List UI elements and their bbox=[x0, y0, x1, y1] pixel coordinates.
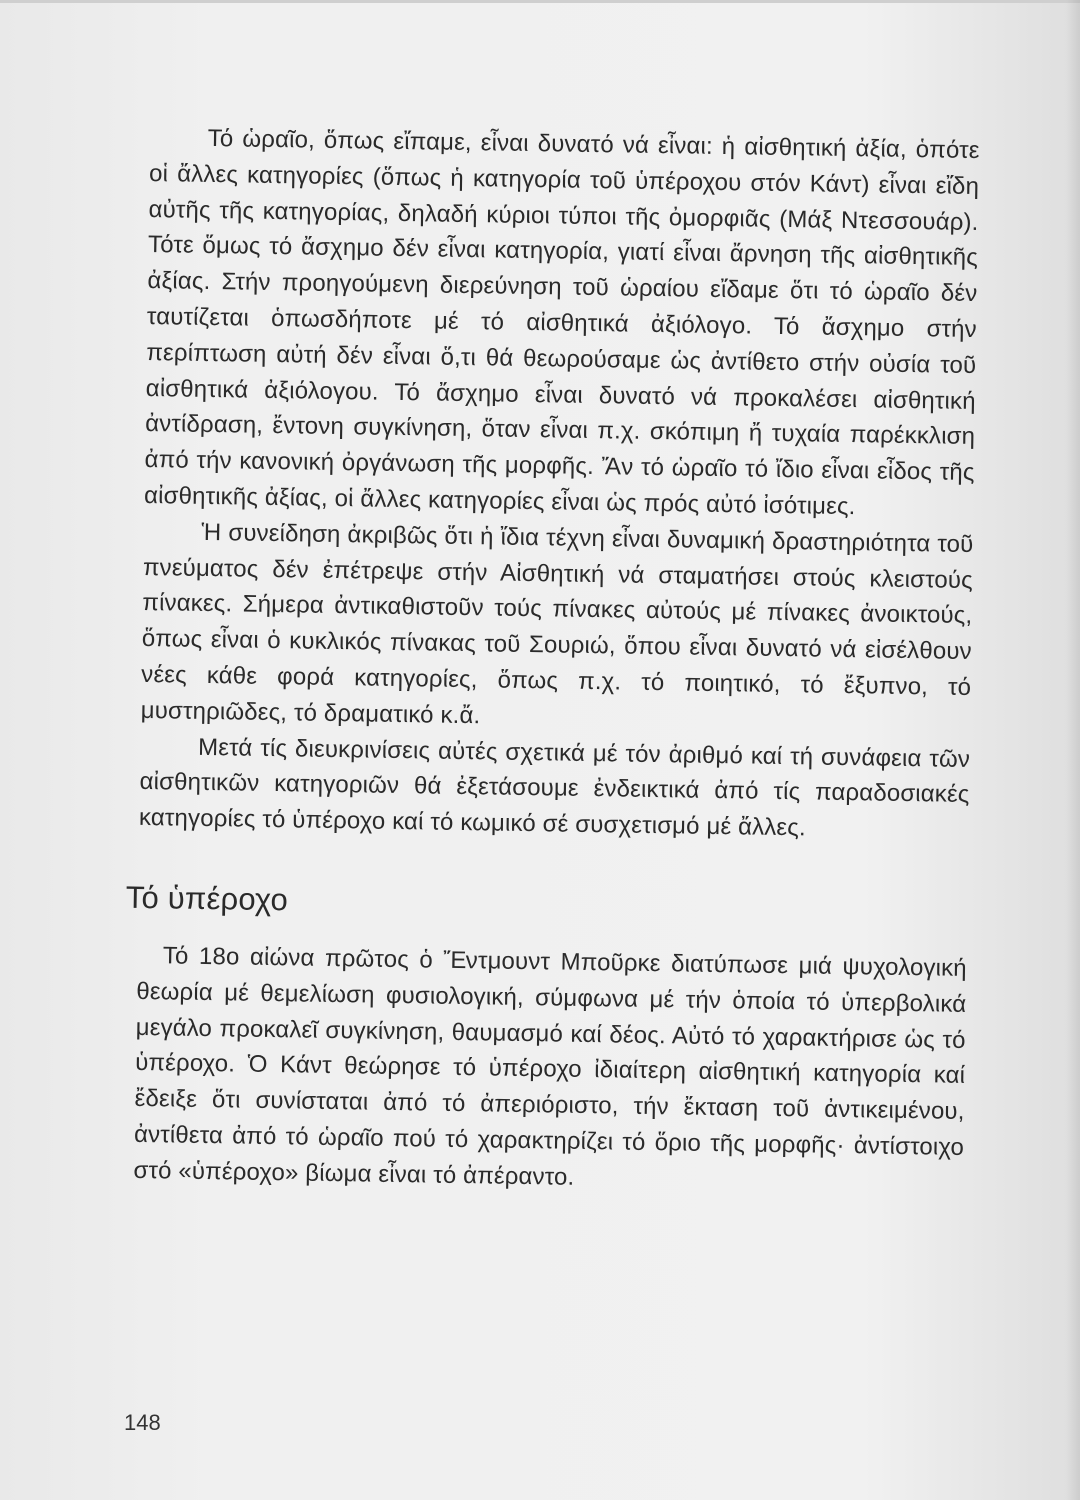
body-text bbox=[125, 120, 980, 1201]
paragraph-open-tables: Ἡ συνείδηση ἀκριβῶς ὅτι ἡ ἴδια τέχνη εἶναι δυναμική δραστηριότητα τοῦ πνεύματος δέν ἐπέτρεψε στήν Αἰσθητική νά σταματήσει στούς κλειστούς πίνακες. Σήμερα ἀντικαθιστοῦν τούς πίνακες αὐτούς μέ πίνακες ἀνοικτούς, ὅπως εἶναι ὁ κυκλικός πίνακας τοῦ Σουριώ, ὅπου εἶναι δυνατό νά εἰσέλθουν νέες κάθε φορά κατηγορίες, ὅπως π.χ. τό ποιητικό, τό ἔξυπνο, τό μυστηριῶδες, τό δραματικό κ.ἄ. bbox=[140, 518, 974, 730]
page-top-edge bbox=[0, 0, 1080, 3]
page-binding-shadow bbox=[1066, 0, 1080, 1500]
paragraph-aesthetic-value: Τό ὡραῖο, ὅπως εἴπαμε, εἶναι δυνατό νά εἶναι: ἡ αἰσθητική ἀξία, ὁπότε οἱ ἄλλες κατηγορίες (ὅπως ἡ κατηγορία τοῦ ὑπέροχου στόν Κάντ) εἶναι εἴδη αὐτῆς τῆς κατηγορίας, δηλαδή κύριοι τύποι τῆς ὀμορφιᾶς (Μάξ Ντεσσουάρ). Τότε ὅμως τό ἄσχημο δέν εἶναι κατηγορία, γιατί εἶναι ἄρνηση τῆς αἰσθητικῆς ἀξίας. Στήν προηγούμενη διερεύνηση τοῦ ὡραίου εἴδαμε ὅτι τό ὡραῖο δέν ταυτίζεται ὁπωσδήποτε μέ τό αἰσθητικά ἀξιόλογο. Τό ἄσχημο στήν περίπτωση αὐτή δέν εἶναι ὅ,τι θά θεωρούσαμε ὡς ἀντίθετο στήν οὐσία τοῦ αἰσθητικά ἀξιόλογου. Τό ἄσχημο εἶναι δυνατό νά προκαλέσει αἰσθητική ἀντίδραση, ἔντονη συγκίνηση, ὅταν εἶναι π.χ. σκόπιμη ἤ τυχαία παρέκκλιση ἀπό τήν κανονική ὀργάνωση τῆς μορφῆς. Ἄν τό ὡραῖο τό ἴδιο εἶναι εἶδος τῆς αἰσθητικῆς ἀξίας, οἱ ἄλλες κατηγορίες εἶναι ὡς πρός αὐτό ἰσότιμες. bbox=[143, 124, 980, 521]
page-number: 148 bbox=[124, 1410, 161, 1435]
section-heading: Τό ὑπέροχο bbox=[125, 879, 289, 918]
paragraph-clarifications: Μετά τίς διευκρινίσεις αὐτές σχετικά μέ τόν ἀριθμό καί τή συνάφεια τῶν αἰσθητικῶν κατηγοριῶν θά ἐξετάσουμε ἐνδεικτικά ἀπό τίς παραδοσιακές κατηγορίες τό ὑπέροχο καί τό κωμικό σέ συσχετισμό μέ ἄλλες. bbox=[138, 733, 971, 842]
paragraph-sublime: Τό 18ο αἰώνα πρῶτος ὁ Ἔντμουντ Μποῦρκε διατύπωσε μιά ψυχολογική θεωρία μέ θεμελίωση φυσιολογική, σύμφωνα μέ τήν ὁποία τό ὑπερβολικά μεγάλο προκαλεῖ συγκίνηση, θαυμασμό καί δέος. Αὐτό τό χαρακτήρισε ὡς τό ὑπέροχο. Ὁ Κάντ θεώρησε τό ὑπέροχο ἰδιαίτερη αἰσθητική κατηγορία καί ἔδειξε ὅτι συνίσταται ἀπό τό ἀπεριόριστο, τήν ἔκταση τοῦ ἀντικειμένου, ἀντίθετα ἀπό τό ὡραῖο πού τό χαρακτηρίζει τό ὅριο τῆς μορφῆς· ἀντίστοιχο στό «ὑπέροχο» βίωμα εἶναι τό ἀπέραντο. bbox=[133, 942, 967, 1191]
